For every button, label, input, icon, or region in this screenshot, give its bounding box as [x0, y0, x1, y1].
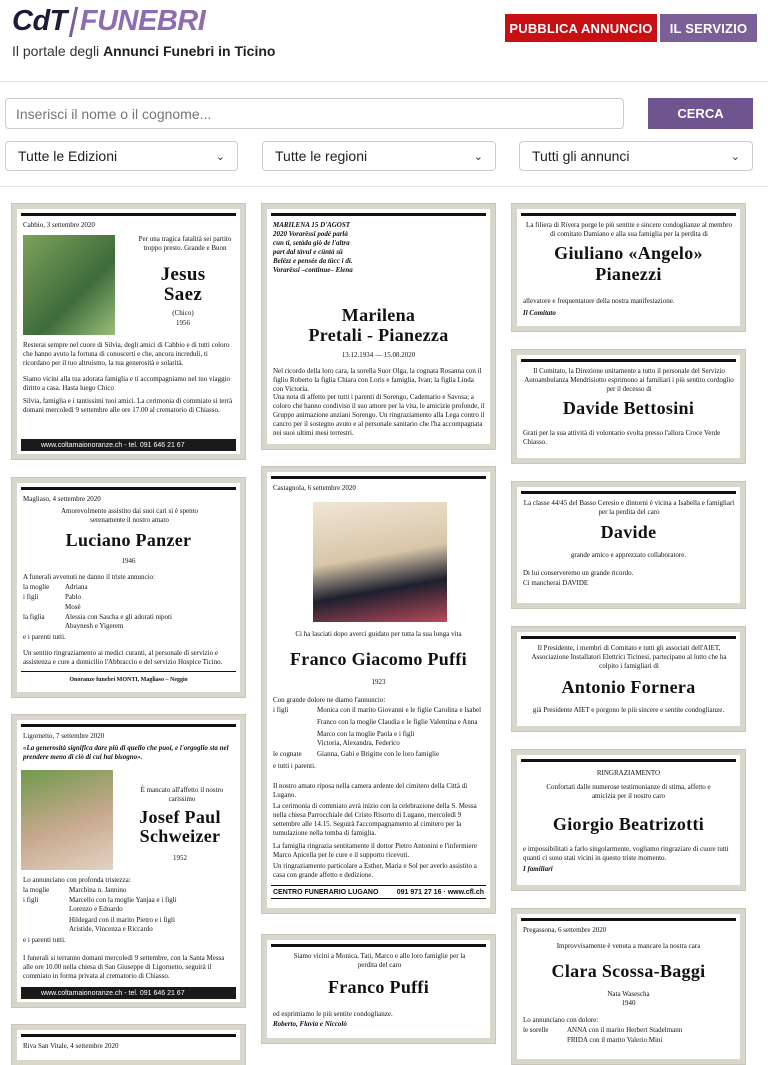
publish-announcement-button[interactable]: PUBBLICA ANNUNCIO [505, 14, 657, 42]
deceased-last-name: Pianezzi [595, 264, 662, 284]
deceased-first-name: Giuliano «Angelo» [554, 243, 703, 263]
card-date: Magliaso, 4 settembre 2020 [23, 495, 101, 503]
deceased-name: Franco Puffi [327, 977, 430, 997]
funeral-home-name: CENTRO FUNERARIO LUGANO [273, 888, 379, 896]
card-body-5: Un ringraziamento particolare a Esther, Maria e Sol per averlo assistito a casa con grande affetto e dedizione. [273, 862, 477, 879]
card-date: Pregassona, 6 settembre 2020 [523, 926, 607, 934]
card-top-bar [521, 759, 736, 762]
card-intro: Il Comitato, la Direzione unitamente a tutto il personale del Servizio Autoambulanza Mendrisiotto esprimono ai familiari i più sentito cordoglio per il decesso di [524, 367, 734, 393]
card-quote: «La generosità significa dare più di quello che puoi, e l'orgoglio sta nel prendere meno di ciò di cui hai bisogno». [23, 744, 229, 761]
relation-names: e tutti i parenti. [273, 762, 316, 770]
card-top-bar [521, 918, 736, 921]
deceased-name: Davide Bettosini [562, 398, 695, 418]
site-logo[interactable] [12, 5, 205, 38]
tagline-text: Il portale degli [12, 43, 104, 59]
card-body: Con grande dolore ne diamo l'annuncio: [273, 696, 386, 704]
relation-label: la moglie [23, 583, 50, 591]
card-date: Castagnola, 6 settembre 2020 [273, 484, 356, 492]
obituary-card-panzer[interactable] [12, 478, 245, 697]
relation-names: Mosè [65, 603, 81, 611]
card-intro: Per una tragica fatalità sei partito troppo presto. Grande e Buon [138, 235, 232, 252]
chevron-down-icon: ⌄ [730, 150, 740, 163]
tagline [12, 43, 275, 59]
card-body: Lo annunciano con dolore: [523, 1016, 599, 1024]
obituary-card-fornera[interactable] [512, 627, 745, 731]
card-top-bar [21, 213, 236, 216]
card-top-bar [271, 213, 486, 216]
card-top-bar [271, 476, 486, 479]
card-poem: MARILENA 15 D'AGOST 2020 Vorarëssi podé parlà cun ti, setàda giò de l'altra part dal tàvul e cüntà sü Belëzz e pensée da tücc i dì. Vorarëssi –continue– Elena [273, 221, 353, 274]
card-top-bar [521, 213, 736, 216]
relation-names: Adriana [65, 583, 88, 591]
relation-names: Marco con la moglie Paola e i figli Victoria, Alexandra, Federico [317, 730, 415, 747]
obituary-card-scossa[interactable] [512, 909, 745, 1064]
card-body-4: La famiglia ringrazia sentitamente il dottor Pietro Antonini e l'infermiere Marco Apicella per le cure e il supporto ricevuti. [273, 842, 478, 859]
portrait-photo [23, 235, 115, 335]
relation-names: Franco con la moglie Claudia e le figlie Valentina e Anna [317, 718, 478, 726]
card-intro: La classe 44/45 del Basso Ceresio e dintorni è vicina a Isabella e famigliari per la perdita del caro [523, 499, 735, 516]
card-body: Grati per la sua attività di volontario svolta presso l'allora Croce Verde Chiasso. [523, 429, 721, 446]
logo-cdt: CdT [12, 5, 67, 37]
relation-names: Pablo [65, 593, 81, 601]
tagline-bold: Annunci Funebri in Ticino [103, 43, 276, 59]
card-top-bar [271, 944, 486, 947]
obituary-card-saez[interactable] [12, 204, 245, 459]
deceased-last-name: Saez [163, 284, 203, 305]
relation-names: Monica con il marito Giovanni e le figlie Carolina e Isabel [317, 706, 482, 714]
relation-label: la figlia [23, 613, 45, 621]
relation-names: FRIDA con il marito Valerio Mini [567, 1036, 663, 1044]
card-body: Lo annunciano con profonda tristezza: [23, 876, 131, 884]
card-intro: Improvvisamente è venuta a mancare la nostra cara [556, 942, 701, 950]
deceased-first-name: Jesus [160, 264, 206, 285]
card-body-2: Una nota di affetto per tutti i parenti di Sorengo, Cademario e Savosa; a coloro che hanno condiviso il suo amore per la vita, le amicizie profonde, il Gruppo animazione anziani Sorengo. Un ringraziamento alla Lega contro il cancro per il sostegno avuto e al personale sanitario che l'ha accompagnata nei suoi ultimi mesi terrestri. [273, 393, 485, 437]
card-intro: La filiera di Rivera porge le più sentite e sincere condoglianze al membro di comitato Damiano e alla sua famiglia per la perdita di [526, 221, 732, 238]
relation-label: le sorelle [523, 1026, 549, 1034]
card-body: e impossibilitati a farlo singolarmente, vogliamo ringraziare di cuore tutti quanti ci sono stati vicini in questo triste momento. [523, 845, 729, 862]
card-intro: Amorevolmente assistito dai suoi cari si è spento serenamente il nostro amato [60, 507, 199, 524]
relation-names: Gianna, Gabi e Brigitte con le loro famiglie [317, 750, 440, 758]
regions-select-value: Tutte le regioni [275, 148, 368, 164]
obituary-card-davide[interactable] [512, 482, 745, 608]
card-date: Riva San Vitale, 4 settembre 2020 [23, 1042, 119, 1050]
card-body: allevatore e frequentatore della nostra manifestazione. [523, 297, 675, 305]
deceased-last-name: Schweizer [139, 826, 221, 846]
birth-year: 1956 [176, 319, 190, 327]
funeral-home-contact: 091 971 27 16 · www.cfl.ch [396, 888, 484, 896]
card-body: A funerali avvenuti ne danno il triste annuncio: [23, 573, 155, 581]
card-intro: Confortati dalle numerose testimonianze di stima, affetto e amicizia per il nostro caro [546, 783, 711, 800]
card-footer: www.coltamaionoranze.ch - tel. 091 646 21 67 [21, 987, 236, 999]
obituary-card-riva[interactable] [12, 1025, 245, 1065]
card-body: Nel ricordo della loro cara, la sorella Suor Olga, la cognata Rosanna con il figlio Roberto la figlia Chiara con Loris e famiglia, Ivan; la figlia Linda con Victoria. [273, 367, 482, 393]
relation-names: Hildegard con il marito Pietro e i figli Aristide, Vincenza e Riccardo [69, 916, 175, 933]
birth-year: 1923 [371, 678, 386, 686]
card-intro: È mancato all'affetto il nostro carissimo [140, 786, 224, 803]
card-heading: RINGRAZIAMENTO [596, 769, 661, 777]
card-body-2: Di lui conserveremo un grande ricordo. [523, 569, 634, 577]
chevron-down-icon: ⌄ [215, 150, 225, 163]
card-body-2: Il nostro amato riposa nella camera ardente del cimitero della Città di Lugano. [273, 782, 468, 799]
deceased-name: Davide [600, 522, 657, 542]
card-top-bar [521, 636, 736, 639]
divider [0, 186, 768, 187]
birth-year: 1952 [173, 854, 187, 862]
card-signature: Onoranze funebri MONTI, Magliaso – Neggio [69, 677, 188, 683]
card-intro: Ci ha lasciati dopo averci guidato per tutta la sua lunga vita [295, 630, 462, 638]
deceased-name: Luciano Panzer [65, 530, 192, 550]
life-dates: 13.12.1934 — 15.08.2020 [341, 351, 416, 359]
card-body: già Presidente AIET e porgono le più sincere e sentite condoglianze. [532, 706, 725, 714]
relation-names: Marcello con la moglie Yanjaa e i figli Lorenzo e Edoardo [69, 896, 177, 913]
card-top-bar [21, 487, 236, 490]
search-button[interactable]: CERCA [648, 98, 753, 129]
deceased-last-name: Pretali - Pianezza [308, 325, 449, 345]
card-footer [271, 885, 486, 899]
card-intro: Siamo vicini a Monica, Tati, Marco e alle loro famiglie per la perdita del caro [293, 952, 466, 969]
announcements-select-value: Tutti gli annunci [532, 148, 630, 164]
relation-names: Marchina n. Jannino [69, 886, 127, 894]
deceased-first-name: Marilena [341, 305, 416, 325]
card-intro: Il Presidente, i membri di Comitato e tutti gli associati dell'AIET, Associazione Installatori Elettrici Ticinesi, partecipano al lutto che ha colpito i famigliari di [531, 644, 727, 670]
card-body-2: Siamo vicini alla tua adorata famiglia e ti accompagniamo nel tuo viaggio diritto a casa. Hasta luego Chico [23, 375, 231, 392]
relation-label: i figli [23, 896, 39, 904]
portrait-photo [21, 770, 113, 870]
portrait-photo [313, 502, 447, 622]
deceased-nickname: (Chico) [172, 309, 194, 317]
card-body-2: Un sentito ringraziamento ai medici curanti, al personale di servizio e assistenza e cure a domicilio l'Abbraccio e del servizio Hospice Ticino. [23, 649, 223, 666]
card-body-3: Ci mancherai DAVIDE [523, 579, 589, 587]
card-signature: Roberto, Flavia e Niccolò [273, 1020, 347, 1028]
card-top-bar [21, 1034, 236, 1037]
site-header [0, 0, 768, 82]
card-signature: I familiari [523, 865, 553, 873]
obituary-card-puffi-2[interactable] [262, 935, 495, 1043]
card-body-2: I funerali si terranno domani mercoledì 9 settembre, con la Santa Messa alle ore 10.00 nella chiesa di San Giuseppe di Ligornetto, seguirà il commiato in forma privata al crematorio di Chiasso. [23, 954, 225, 980]
card-body: Resterai sempre nel cuore di Silvia, degli amici di Cabbio e di tutti coloro che hanno avuto la fortuna di conoscerti e che, ancora increduli, ti ricordano per il tuo altruismo, la tua generosità e solarità. [23, 341, 230, 367]
relation-names: ANNA con il marito Herbert Stadelmann [567, 1026, 683, 1034]
maiden-name: Nata Wasescha [607, 990, 650, 998]
relation-names: e i parenti tutti. [23, 936, 66, 944]
announcements-select[interactable] [519, 141, 753, 171]
deceased-name: Giorgio Beatrizotti [552, 814, 705, 834]
obituary-card-beatrizotti[interactable] [512, 750, 745, 890]
obituary-card-bettosini[interactable] [512, 350, 745, 463]
deceased-name: Antonio Fornera [561, 677, 696, 697]
card-body-3: La cerimonia di commiato avrà inizio con la celebrazione della S. Messa nella chiesa Parrocchiale del Cristo Risorto di Lugano, mercoledì 9 settembre alle 14.15. Seguirà l'accompagnamento al cimitero per la tumulazione nella tomba di famiglia. [273, 802, 477, 837]
obituary-card-puffi[interactable] [262, 467, 495, 913]
card-rule [21, 671, 236, 672]
relation-label: la moglie [23, 886, 50, 894]
deceased-first-name: Josef Paul [139, 807, 221, 827]
editions-select-value: Tutte le Edizioni [18, 148, 118, 164]
deceased-name: Clara Scossa-Baggi [551, 961, 706, 981]
obituary-card-marilena[interactable] [262, 204, 495, 449]
editions-select[interactable] [5, 141, 238, 171]
card-date: Ligornetto, 7 settembre 2020 [23, 732, 105, 740]
relation-label: i figli [23, 593, 39, 601]
birth-year: 1946 [121, 557, 136, 565]
relation-names: e i parenti tutti. [23, 633, 66, 641]
relation-names: Alessia con Sascha e gli adorati nipoti Abaynesh e Yigerem [65, 613, 172, 630]
relation-label: i figli [273, 706, 289, 714]
logo-separator [69, 7, 78, 37]
birth-year: 1940 [621, 999, 636, 1007]
card-top-bar [521, 491, 736, 494]
card-body-3: Silvia, famiglia e i tantissimi tuoi amici. La cerimonia di commiato si terrà domani mercoledì 9 settembre alle ore 17.00 al crematorio di Chiasso. [23, 397, 233, 414]
search-input[interactable] [5, 98, 624, 129]
chevron-down-icon: ⌄ [473, 150, 483, 163]
regions-select[interactable] [262, 141, 496, 171]
obituary-card-pianezzi[interactable] [512, 204, 745, 331]
obituary-card-schweizer[interactable] [12, 715, 245, 1007]
card-body: ed esprimiamo le più sentite condoglianze. [273, 1010, 393, 1018]
card-top-bar [521, 359, 736, 362]
card-signature: Il Comitato [523, 309, 556, 317]
service-button[interactable]: IL SERVIZIO [660, 14, 757, 42]
card-top-bar [21, 724, 236, 727]
deceased-name: Franco Giacomo Puffi [290, 649, 467, 669]
logo-funebri: FUNEBRI [79, 5, 206, 37]
card-date: Cabbio, 3 settembre 2020 [23, 221, 95, 229]
card-footer: www.coltamaionoranze.ch - tel. 091 646 21 67 [21, 439, 236, 451]
relation-label: le cognate [273, 750, 302, 758]
card-body: grande amico e apprezzato collaboratore. [570, 551, 687, 559]
